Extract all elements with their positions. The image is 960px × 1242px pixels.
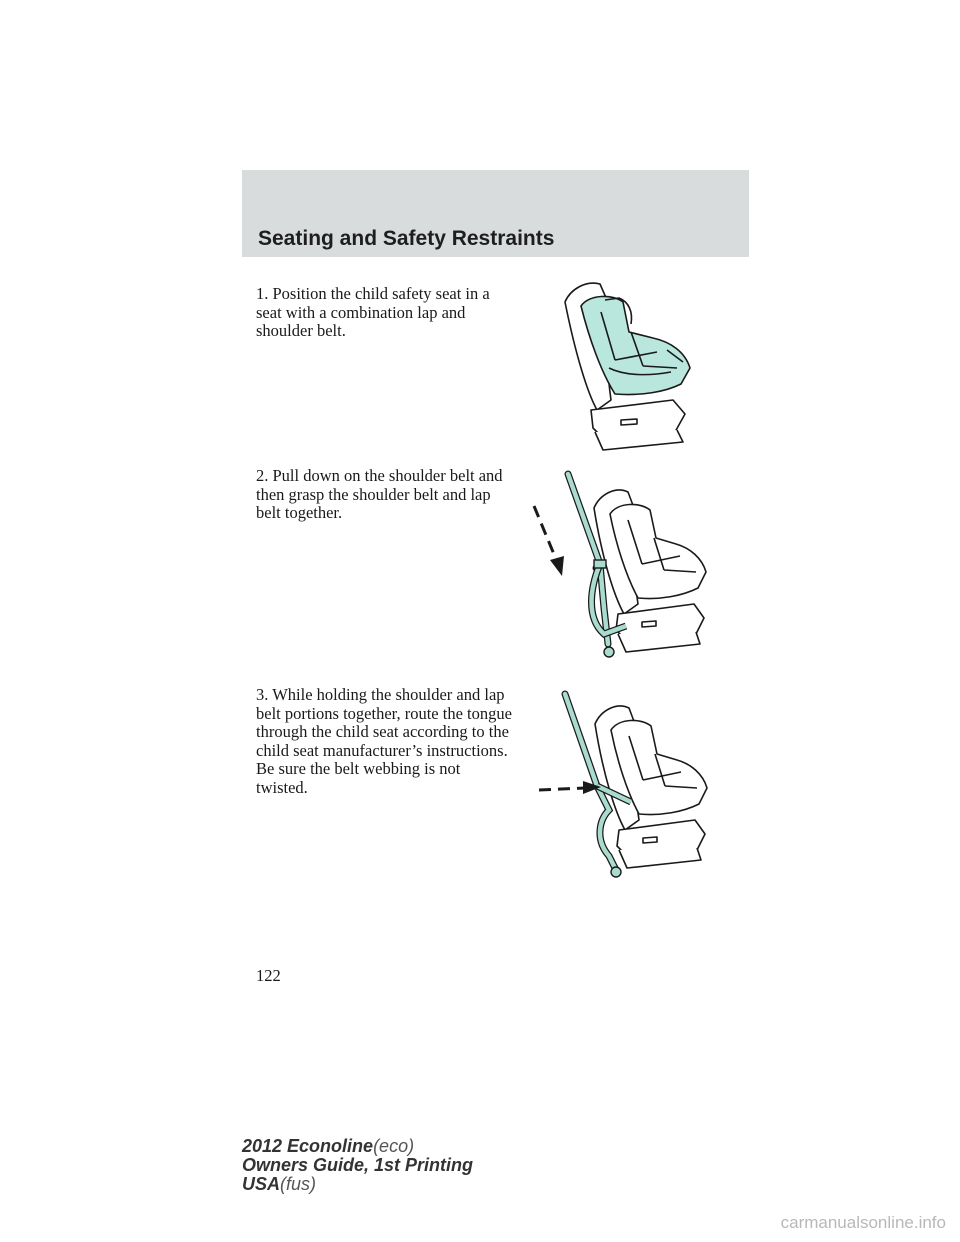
section-title: Seating and Safety Restraints — [258, 227, 555, 250]
step-3-text: 3. While holding the shoulder and lap belt portions together, route the tongue through the child seat according to the child seat manufacturer’s instructions. Be sure the belt webbing is not twisted. — [256, 685, 512, 797]
footer-line-3: USA(fus) — [242, 1174, 317, 1194]
pull-shoulder-belt-illustration — [530, 468, 720, 668]
section-header — [242, 170, 749, 257]
route-belt-illustration — [535, 690, 715, 880]
footer-line-2: Owners Guide, 1st Printing — [242, 1155, 474, 1175]
watermark: carmanualsonline.info — [780, 1213, 946, 1232]
footer-line-1: 2012 Econoline(eco) — [242, 1136, 415, 1156]
document-footer — [242, 1137, 473, 1194]
child-seat-position-illustration — [545, 272, 705, 457]
page-number: 122 — [256, 966, 281, 985]
step-2-text: 2. Pull down on the shoulder belt and then grasp the shoulder belt and lap belt together. — [256, 466, 503, 522]
step-1-text: 1. Position the child safety seat in a seat with a combination lap and shoulder belt. — [256, 284, 490, 340]
